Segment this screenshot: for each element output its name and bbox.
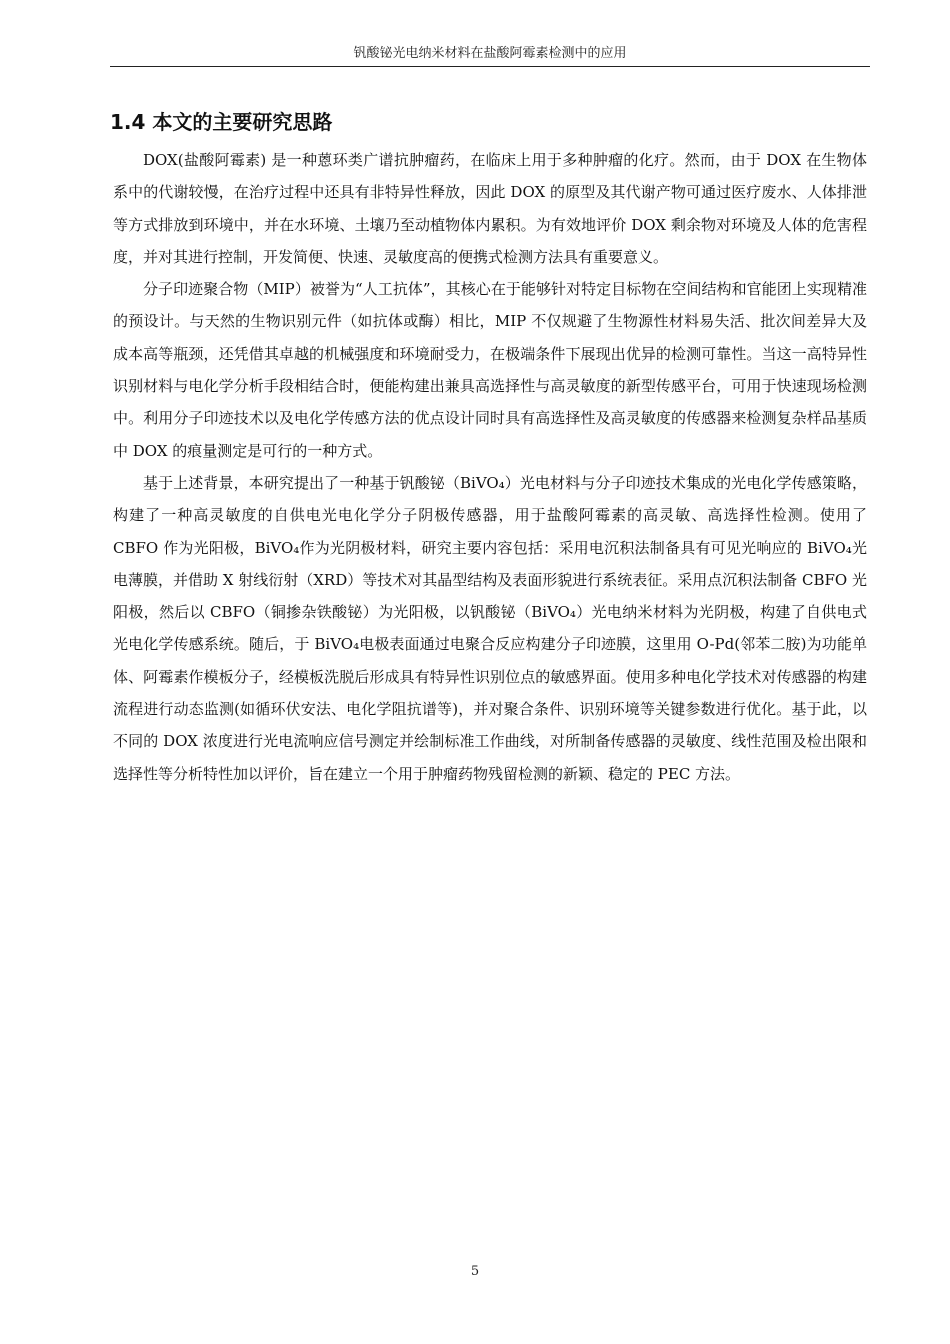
page-number: 5 bbox=[470, 1264, 480, 1279]
header-divider bbox=[110, 66, 870, 67]
running-header: 钒酸铋光电纳米材料在盐酸阿霉素检测中的应用 bbox=[353, 46, 627, 61]
paragraph-3: 基于上述背景，本研究提出了一种基于钒酸铋（BiVO₄）光电材料与分子印迹技术集成的光电化学传感策略，构建了一种高灵敏度的自供电光电化学分子阴极传感器，用于盐酸阿霉素的高灵敏、高选择性检测。使用了 CBFO 作为光阳极，BiVO₄作为光阴极材料，研究主要内容包括：采用电沉积法制备具有可见光响应的 BiVO₄光电薄膜，并借助 X 射线衍射（XRD）等技术对其晶型结构及表面形貌进行系统表征。采用点沉积法制备 CBFO 光阳极，然后以 CBFO（铜掺杂铁酸铋）为光阳极，以钒酸铋（BiVO₄）光电纳米材料为光阴极，构建了自供电式光电化学传感系统。随后，于 BiVO₄电极表面通过电聚合反应构建分子印迹膜，这里用 O-Pd(邻苯二胺)为功能单体、阿霉素作模板分子，经模板洗脱后形成具有特异性识别位点的敏感界面。使用多种电化学技术对传感器的构建流程进行动态监测(如循环伏安法、电化学阻抗谱等)，并对聚合条件、识别环境等关键参数进行优化。基于此，以不同的 DOX 浓度进行光电流响应信号测定并绘制标准工作曲线，对所制备传感器的灵敏度、线性范围及检出限和选择性等分析特性加以评价，旨在建立一个用于肿瘤药物残留检测的新颖、稳定的 PEC 方法。 bbox=[113, 473, 867, 783]
paragraph-1: DOX(盐酸阿霉素) 是一种蒽环类广谱抗肿瘤药，在临床上用于多种肿瘤的化疗。然而，由于 DOX 在生物体系中的代谢较慢，在治疗过程中还具有非特异性释放，因此 DOX 的原型及其代谢产物可通过医疗废水、人体排泄等方式排放到环境中，并在水环境、土壤乃至动植物体内累积。为有效地评价 DOX 剩余物对环境及人体的危害程度，并对其进行控制，开发简便、快速、灵敏度高的便携式检测方法具有重要意义。 bbox=[113, 151, 867, 266]
section-body bbox=[113, 144, 867, 790]
section-title: 1.4 本文的主要研究思路 bbox=[110, 110, 333, 134]
paragraph-2: 分子印迹聚合物（MIP）被誉为“人工抗体”，其核心在于能够针对特定目标物在空间结构和官能团上实现精准的预设计。与天然的生物识别元件（如抗体或酶）相比，MIP 不仅规避了生物源性材料易失活、批次间差异大及成本高等瓶颈，还凭借其卓越的机械强度和环境耐受力，在极端条件下展现出优异的检测可靠性。当这一高特异性识别材料与电化学分析手段相结合时，便能构建出兼具高选择性与高灵敏度的新型传感平台，可用于快速现场检测中。利用分子印迹技术以及电化学传感方法的优点设计同时具有高选择性及高灵敏度的传感器来检测复杂样品基质中 DOX 的痕量测定是可行的一种方式。 bbox=[113, 280, 867, 460]
